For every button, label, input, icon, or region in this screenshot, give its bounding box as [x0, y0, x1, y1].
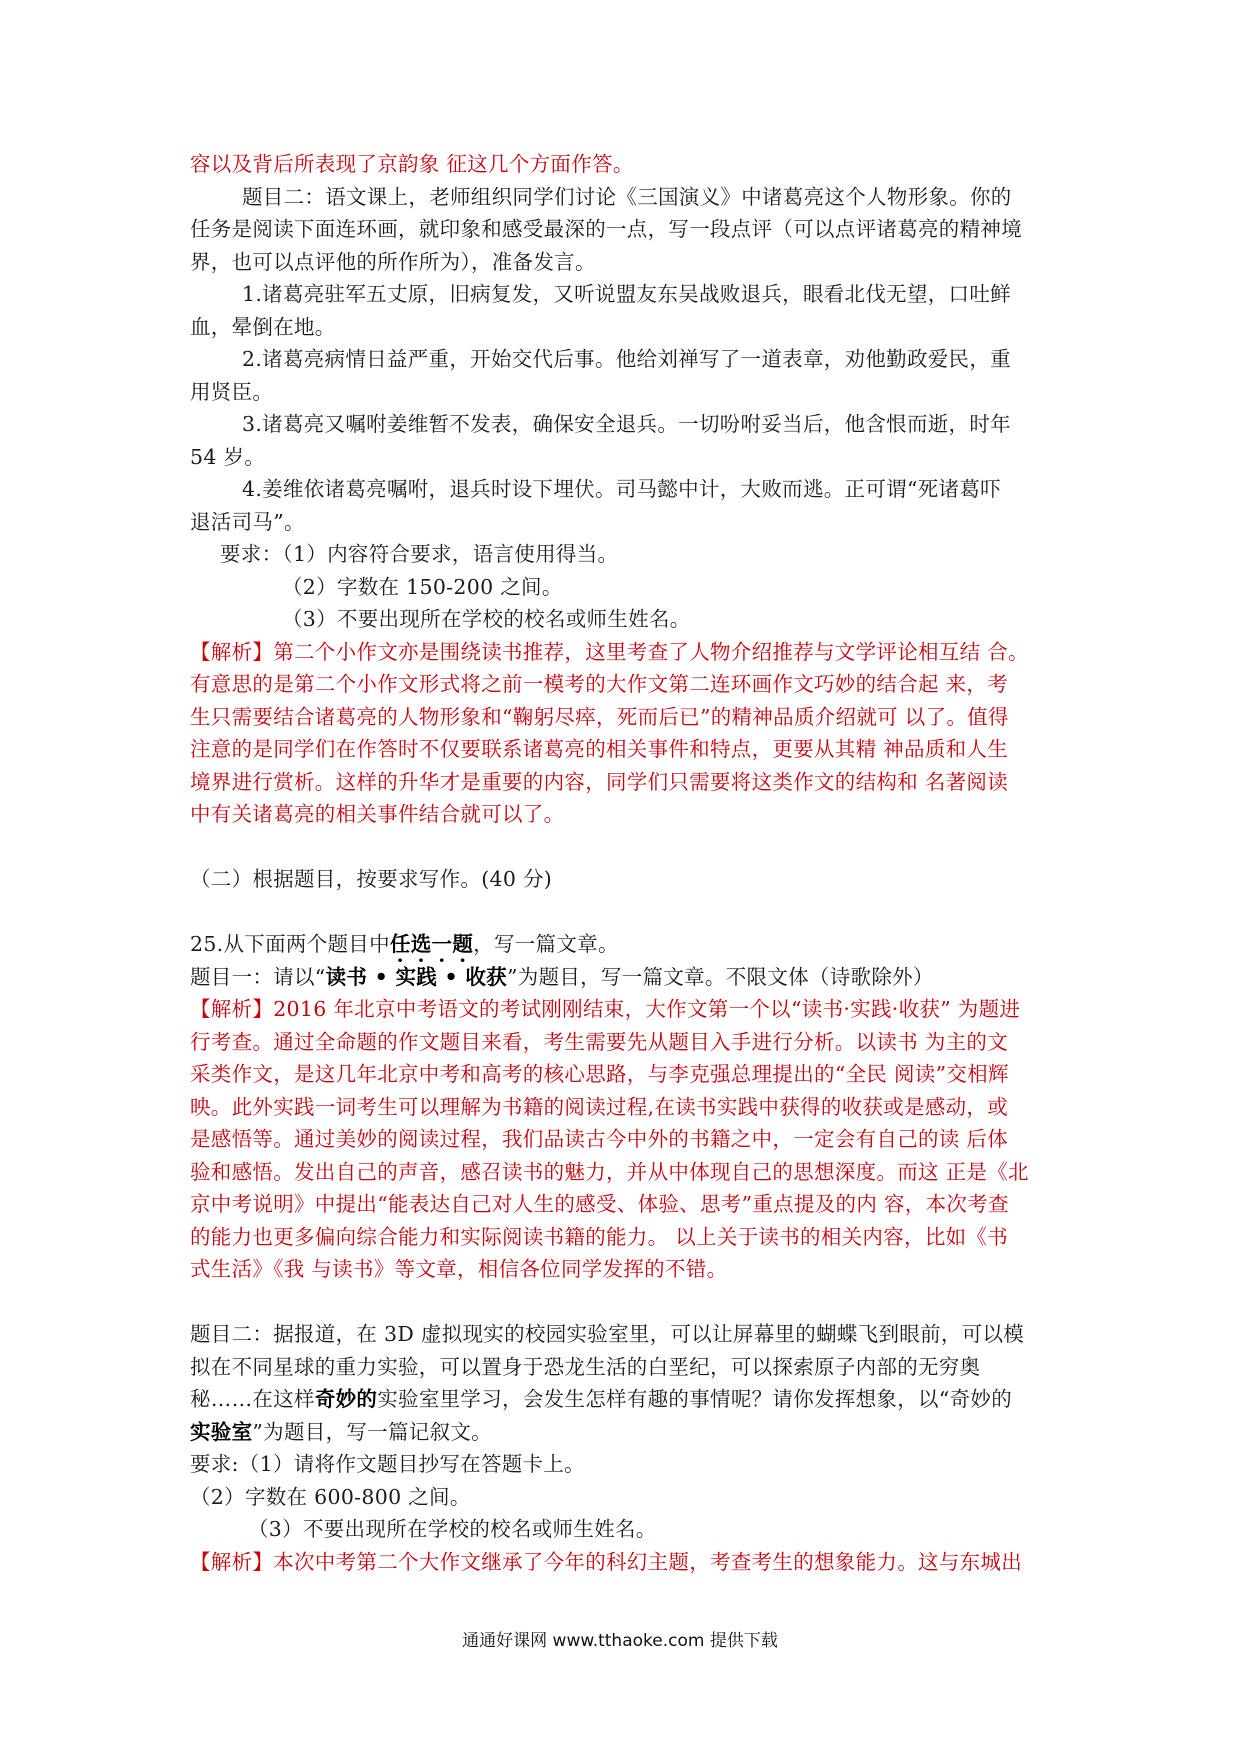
text-line: 血，晕倒在地。 — [190, 314, 336, 339]
blank-line — [190, 1286, 1062, 1319]
analysis-line: 【解析】2016 年北京中考语文的考试刚刚结束，大作文第一个以“读书·实践·收获” 为题进 — [190, 997, 1021, 1021]
text-line: 4.姜维依诸葛亮嘱咐，退兵时设下埋伏。司马懿中计，大败而逃。正可谓“死诸葛吓 — [242, 477, 1001, 501]
text-line: 秘……在这样奇妙的实验室里学习，会发生怎样有趣的事情呢？请你发挥想象，以“奇妙的 — [190, 1387, 1012, 1411]
document-body — [190, 148, 1062, 1578]
text-line: 界，也可以点评他的所作所为），准备发言。 — [190, 249, 596, 274]
blank-line — [190, 831, 1062, 864]
analysis-line: 式生活》《我 与读书》等文章，相信各位同学发挥的不错。 — [190, 1257, 728, 1281]
analysis-line: 有意思的是第二个小作文形式将之前一模考的大作文第二连环画作文巧妙的结合起 来，考 — [190, 672, 1009, 696]
text-line: 54 岁。 — [190, 444, 266, 469]
emphasis-char: 一 — [431, 932, 453, 956]
page-footer: 通通好课网 www.tthaoke.com 提供下载 — [462, 1631, 778, 1651]
text-line: （二）根据题目，按要求写作。(40 分) — [190, 867, 553, 891]
analysis-line: 注意的是同学们在作答时不仅要联系诸葛亮的相关事件和特点，更要从其精 神品质和人生 — [190, 737, 1009, 761]
text-line: 退活司马”。 — [190, 509, 305, 534]
text-line: （3）不要出现所在学校的校名或师生姓名。 — [282, 607, 691, 631]
text-line: 25.从下面两个题目中任选一题，写一篇文章。 — [190, 932, 619, 956]
text-line: 用贤臣。 — [190, 379, 274, 404]
analysis-line: 容以及背后所表现了京韵象 征这几个方面作答。 — [190, 152, 634, 176]
emphasis-char: 任 — [389, 932, 411, 956]
emphasis-text: 实验室 — [190, 1419, 253, 1444]
text-line: 拟在不同星球的重力实验，可以置身于恐龙生活的白垩纪，可以探索原子内部的无穷奥 — [190, 1354, 981, 1379]
text-line: 题目二：语文课上，老师组织同学们讨论《三国演义》中诸葛亮这个人物形象。你的 — [242, 184, 1012, 209]
emphasis-char: 题 — [452, 932, 474, 956]
text-line: 要求：（1）内容符合要求，语言使用得当。 — [220, 542, 619, 566]
text-line: 任务是阅读下面连环画，就印象和感受最深的一点，写一段点评（可以点评诸葛亮的精神境 — [190, 217, 1022, 241]
analysis-line: 采类作文，是这几年北京中考和高考的核心思路，与李克强总理提出的“全民 阅读”交相辉 — [190, 1062, 1009, 1086]
text-line: （3）不要出现所在学校的校名或师生姓名。 — [248, 1517, 657, 1541]
analysis-line: 【解析】本次中考第二个大作文继承了今年的科幻主题，考查考生的想象能力。这与东城出 — [190, 1549, 1022, 1574]
analysis-line: 境界进行赏析。这样的升华才是重要的内容，同学们只需要将这类作文的结构和 名著阅读 — [190, 769, 1009, 794]
text-line: 2.诸葛亮病情日益严重，开始交代后事。他给刘禅写了一道表章，劝他勤政爱民，重 — [242, 347, 1011, 371]
analysis-line: 映。此外实践一词考生可以理解为书籍的阅读过程,在读书实践中获得的收获或是感动，或 — [190, 1094, 1009, 1119]
analysis-line: 行考查。通过全命题的作文题目来看，考生需要先从题目入手进行分析。以读书 为主的文 — [190, 1029, 1009, 1054]
essay-title-1: 读书 • 实践 • 收获 — [325, 964, 507, 989]
text-line: 题目一：请以“读书 • 实践 • 收获”为题目，写一篇文章。不限文体（诗歌除外） — [190, 964, 934, 989]
text-line: 实验室”为题目，写一篇记叙文。 — [190, 1419, 492, 1444]
analysis-line: 【解析】第二个小作文亦是围绕读书推荐，这里考查了人物介绍推荐与文学评论相互结 合。 — [190, 639, 1029, 664]
emphasis-char: 选 — [410, 932, 432, 956]
analysis-line: 是感悟等。通过美妙的阅读过程，我们品读古今中外的书籍之中，一定会有自己的读 后体 — [190, 1127, 1009, 1151]
analysis-line: 京中考说明》中提出“能表达自己对人生的感受、体验、思考”重点提及的内 容，本次考查 — [190, 1192, 1009, 1216]
text-line: （2）字数在 600-800 之间。 — [190, 1484, 471, 1509]
analysis-line: 的能力也更多偏向综合能力和实际阅读书籍的能力。 以上关于读书的相关内容，比如《书 — [190, 1224, 1009, 1249]
analysis-line: 中有关诸葛亮的相关事件结合就可以了。 — [190, 802, 565, 826]
analysis-line: 生只需要结合诸葛亮的人物形象和“鞠躬尽瘁，死而后已”的精神品质介绍就可 以了。值得 — [190, 704, 1009, 729]
text-line: 3.诸葛亮又嘱咐姜维暂不发表，确保安全退兵。一切吩咐妥当后，他含恨而逝，时年 — [242, 412, 1011, 436]
text-line: 题目二：据报道，在 3D 虚拟现实的校园实验室里，可以让屏幕里的蝴蝶飞到眼前，可以模 — [190, 1322, 1025, 1346]
text-line: 要求:（1）请将作文题目抄写在答题卡上。 — [190, 1452, 585, 1476]
emphasis-text: 奇妙的 — [314, 1387, 378, 1411]
text-line: （2）字数在 150-200 之间。 — [282, 574, 563, 599]
blank-line — [190, 896, 1062, 929]
analysis-line: 验和感悟。发出自己的声音，感召读书的魅力，并从中体现自己的思想深度。而这 正是《北 — [190, 1159, 1029, 1184]
text-line: 1.诸葛亮驻军五丈原，旧病复发，又听说盟友东吴战败退兵，眼看北伐无望，口吐鲜 — [242, 282, 1011, 306]
